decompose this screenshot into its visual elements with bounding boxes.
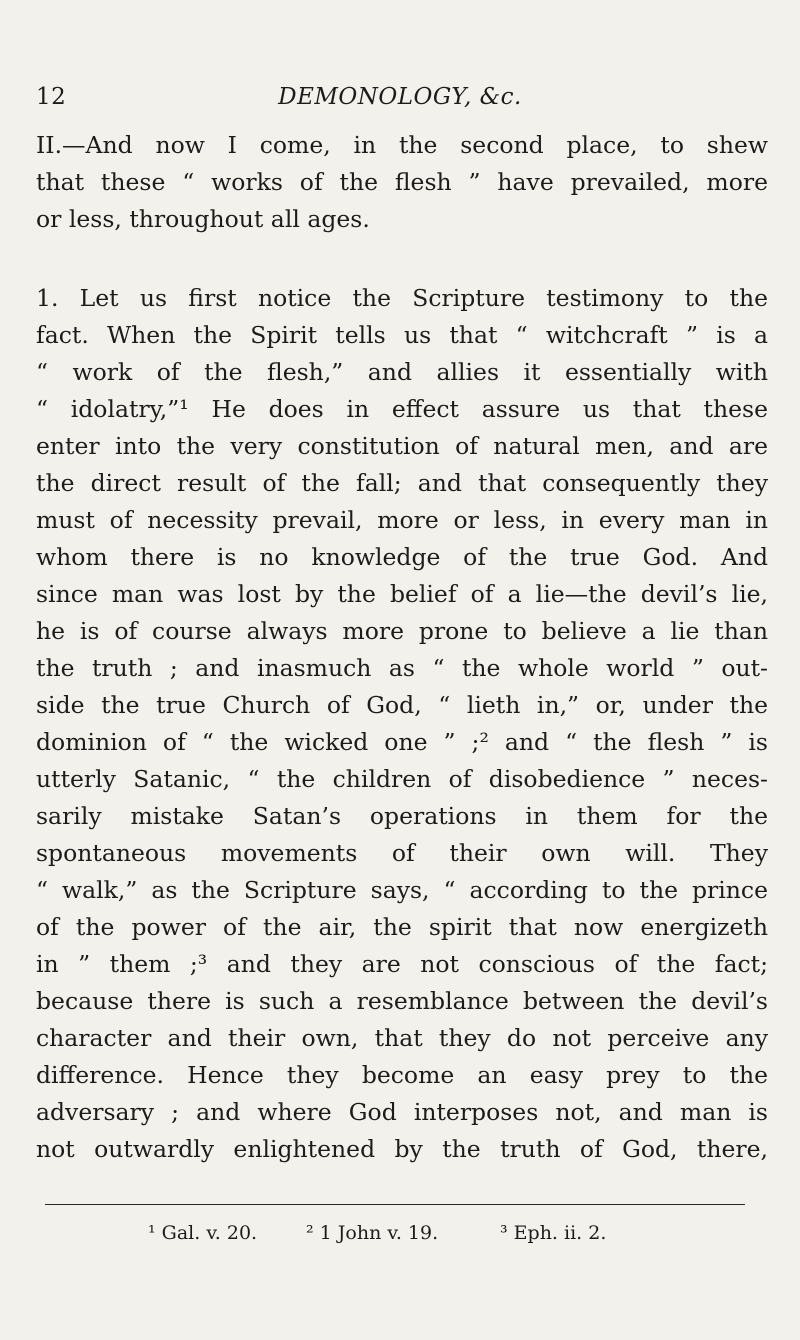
text-line: must of necessity prevail, more or less, in every man in bbox=[36, 506, 768, 534]
text-line: “ walk,” as the Scripture says, “ according to the prince bbox=[36, 876, 768, 904]
footnote-1: ¹ Gal. v. 20. bbox=[148, 1222, 258, 1244]
text-line: the direct result of the fall; and that consequently they bbox=[36, 469, 768, 497]
text-line: enter into the very constitution of natural men, and are bbox=[36, 432, 768, 460]
text-line: he is of course always more prone to believe a lie than bbox=[36, 617, 768, 645]
text-line: adversary ; and where God interposes not, and man is bbox=[36, 1098, 768, 1126]
text-line: dominion of “ the wicked one ” ;² and “ the flesh ” is bbox=[36, 728, 768, 756]
footnote-divider bbox=[45, 1204, 745, 1205]
text-line: 1. Let us first notice the Scripture testimony to the bbox=[36, 284, 768, 312]
text-line: of the power of the air, the spirit that now energizeth bbox=[36, 913, 768, 941]
text-line: that these “ works of the flesh ” have prevailed, more bbox=[36, 168, 768, 196]
text-line: character and their own, that they do not perceive any bbox=[36, 1024, 768, 1052]
running-title: DEMONOLOGY, &c. bbox=[278, 84, 522, 110]
text-line: “ work of the flesh,” and allies it essentially with bbox=[36, 358, 768, 386]
text-line: fact. When the Spirit tells us that “ witchcraft ” is a bbox=[36, 321, 768, 349]
footnote-2: ² 1 John v. 19. bbox=[306, 1222, 439, 1244]
text-line: the truth ; and inasmuch as “ the whole world ” out- bbox=[36, 654, 768, 682]
text-line: in ” them ;³ and they are not conscious of the fact; bbox=[36, 950, 768, 978]
page-number: 12 bbox=[36, 84, 67, 110]
text-line: side the true Church of God, “ lieth in,” or, under the bbox=[36, 691, 768, 719]
text-line: “ idolatry,”¹ He does in effect assure us that these bbox=[36, 395, 768, 423]
text-line: not outwardly enlightened by the truth of God, there, bbox=[36, 1135, 768, 1163]
text-line: because there is such a resemblance between the devil’s bbox=[36, 987, 768, 1015]
text-line: since man was lost by the belief of a lie—the devil’s lie, bbox=[36, 580, 768, 608]
text-line: or less, throughout all ages. bbox=[36, 205, 370, 233]
text-line bbox=[36, 241, 768, 271]
text-line: spontaneous movements of their own will. They bbox=[36, 839, 768, 867]
text-line: sarily mistake Satan’s operations in them for the bbox=[36, 802, 768, 830]
text-line: utterly Satanic, “ the children of disobedience ” neces- bbox=[36, 765, 768, 793]
text-line: difference. Hence they become an easy prey to the bbox=[36, 1061, 768, 1089]
footnote-3: ³ Eph. ii. 2. bbox=[500, 1222, 607, 1244]
text-line: II.—And now I come, in the second place, to shew bbox=[36, 131, 768, 159]
text-line: whom there is no knowledge of the true God. And bbox=[36, 543, 768, 571]
